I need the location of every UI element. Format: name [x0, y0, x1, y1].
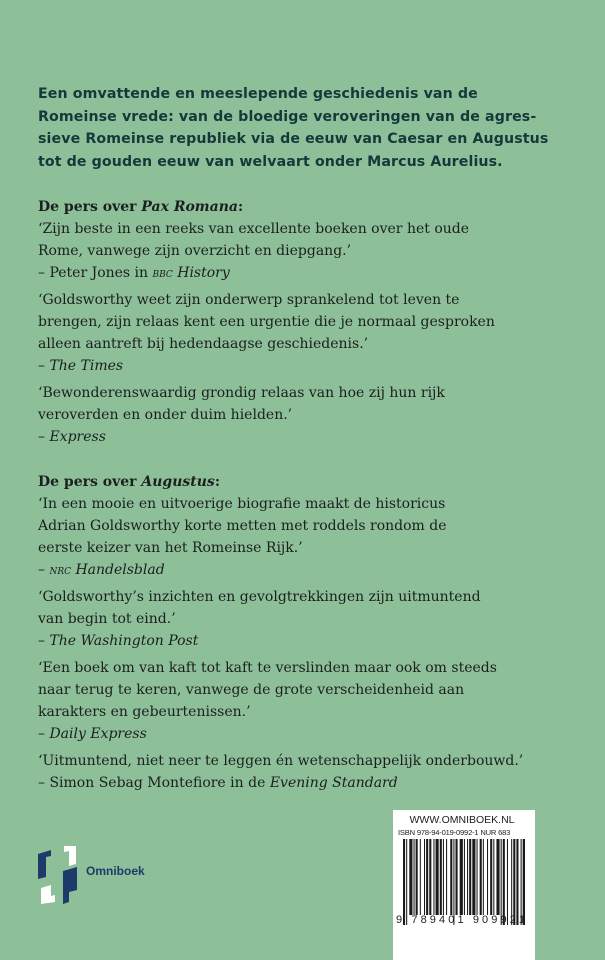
quote-line: Rome, vanwege zijn overzicht en diepgang.’: [38, 243, 352, 260]
press-quote: [38, 657, 578, 745]
quote-line: brengen, zijn relaas kent een urgentie die je normaal gesproken: [38, 314, 495, 331]
quote-line: ‘Goldsworthy weet zijn onderwerp sprankelend tot leven te: [38, 292, 460, 309]
source-name: Express: [49, 429, 106, 446]
barcode-bar: [469, 839, 471, 915]
quote-line: alleen aantreft bij hedendaagse geschiedenis.’: [38, 336, 369, 353]
quote-attribution: [38, 262, 578, 284]
barcode-bar: [501, 839, 502, 925]
barcode-bar: [513, 839, 515, 925]
barcode-bar: [477, 839, 478, 915]
barcode-bar: [507, 839, 508, 925]
press-heading: [38, 196, 578, 218]
quote-line: eerste keizer van het Romeinse Rijk.’: [38, 540, 303, 557]
barcode-bar: [483, 839, 484, 915]
quote-line: ‘Uitmuntend, niet neer te leggen én wetenschappelijk onderbouwd.’: [38, 753, 524, 770]
back-cover-text: [38, 83, 578, 794]
quote-line: ‘Bewonderenswaardig grondig relaas van hoe zij hun rijk: [38, 385, 445, 402]
source-name: Daily Express: [49, 726, 147, 743]
blurb-line: sieve Romeinse republiek via de eeuw van Caesar en Augustus: [38, 131, 549, 148]
quote-line: Adrian Goldsworthy korte metten met roddels rondom de: [38, 518, 447, 535]
barcode-bar: [493, 839, 494, 915]
isbn-text: ISBN 978-94-019-0992-1 NUR 683: [398, 828, 511, 837]
barcode-bar: [487, 839, 488, 915]
attribution-prefix: –: [38, 429, 50, 446]
attribution-prefix: –: [38, 726, 50, 743]
source-name: The Times: [49, 358, 124, 375]
barcode-bar: [464, 839, 465, 915]
quote-attribution: [38, 772, 578, 794]
barcode-bar: [409, 839, 412, 915]
barcode-bar: [460, 839, 463, 915]
quote-line: van begin tot eind.’: [38, 611, 176, 628]
quote-attribution: [38, 559, 578, 581]
source-abbrev: bbc: [152, 265, 173, 281]
heading-prefix: De pers over: [38, 199, 142, 216]
source-name: History: [172, 265, 230, 282]
barcode-bar: [480, 839, 482, 915]
barcode-bar: [414, 839, 415, 915]
barcode-bar: [420, 839, 421, 915]
attribution-prefix: –: [38, 358, 50, 375]
barcode-bar: [450, 839, 452, 915]
barcode-panel: [393, 810, 535, 960]
book-title: Pax Romana: [141, 199, 238, 216]
quote-attribution: [38, 630, 578, 652]
press-quote: [38, 750, 578, 794]
attribution-prefix: –: [38, 562, 50, 579]
barcode-bar: [446, 839, 447, 915]
press-quote: [38, 289, 578, 377]
attribution-prefix: –: [38, 633, 50, 650]
barcode-bar: [424, 839, 425, 915]
omniboek-logo: [38, 846, 80, 904]
quote-line: karakters en gebeurtenissen.’: [38, 704, 251, 721]
quote-line: ‘In een mooie en uitvoerige biografie maakt de historicus: [38, 496, 446, 513]
barcode-bar: [443, 839, 444, 915]
barcode-bar: [429, 839, 431, 915]
press-quote: [38, 493, 578, 581]
press-quote: [38, 218, 578, 284]
omniboek-logo-icon: [38, 846, 80, 904]
barcode-bar: [496, 839, 499, 915]
blurb-line: Een omvattende en meeslepende geschiedenis van de: [38, 86, 478, 102]
barcode-bar: [503, 839, 505, 925]
publisher-url: WWW.OMNIBOEK.NL: [409, 814, 515, 826]
barcode-bar: [416, 839, 418, 915]
barcode-bar: [490, 839, 492, 915]
barcode-bar: [433, 839, 434, 915]
quote-line: ‘Goldsworthy’s inzichten en gevolgtrekkingen zijn uitmuntend: [38, 589, 481, 606]
barcode-bar: [467, 839, 468, 915]
heading-prefix: De pers over: [38, 474, 142, 491]
attribution-prefix: – Simon Sebag Montefiore in de: [38, 775, 270, 792]
barcode-bar: [436, 839, 439, 915]
barcode-bar: [403, 839, 405, 925]
blurb-line: Romeinse vrede: van de bloedige veroveringen van de agres-: [38, 108, 537, 125]
quote-line: ‘Een boek om van kaft tot kaft te verslinden maar ook om steeds: [38, 660, 497, 677]
barcode-bar: [511, 839, 512, 925]
barcode-digits: 9 789401 909921: [396, 914, 529, 926]
press-quote: [38, 586, 578, 652]
source-name: Handelsblad: [71, 562, 165, 579]
source-name: Evening Standard: [269, 775, 398, 792]
barcode-bar: [523, 839, 525, 925]
press-quote: [38, 382, 578, 448]
barcode-bar: [516, 839, 518, 925]
quote-attribution: [38, 355, 578, 377]
quote-line: veroverden en onder duim hielden.’: [38, 407, 293, 424]
quote-attribution: [38, 723, 578, 745]
heading-suffix: :: [237, 199, 244, 216]
quote-line: naar terug te keren, vanwege de grote verscheidenheid aan: [38, 682, 465, 699]
blurb: [38, 83, 578, 173]
publisher-name: Omniboek: [86, 864, 145, 878]
heading-suffix: :: [214, 474, 220, 491]
quote-line: ‘Zijn beste in een reeks van excellente boeken over het oude: [38, 221, 470, 238]
blurb-line: tot de gouden eeuw van welvaart onder Marcus Aurelius.: [38, 153, 503, 170]
barcode-bar: [426, 839, 428, 915]
barcode-bar: [456, 839, 458, 915]
barcode-bar: [472, 839, 475, 915]
barcode-bar: [406, 839, 407, 925]
barcode: [403, 839, 525, 925]
source-abbrev: nrc: [49, 562, 71, 578]
barcode-bar: [440, 839, 442, 915]
press-heading: [38, 471, 578, 493]
source-name: The Washington Post: [49, 633, 199, 650]
attribution-prefix: – Peter Jones in: [38, 265, 153, 282]
barcode-bar: [453, 839, 454, 925]
quote-attribution: [38, 426, 578, 448]
book-title: Augustus: [141, 474, 215, 491]
barcode-bar: [521, 839, 522, 925]
